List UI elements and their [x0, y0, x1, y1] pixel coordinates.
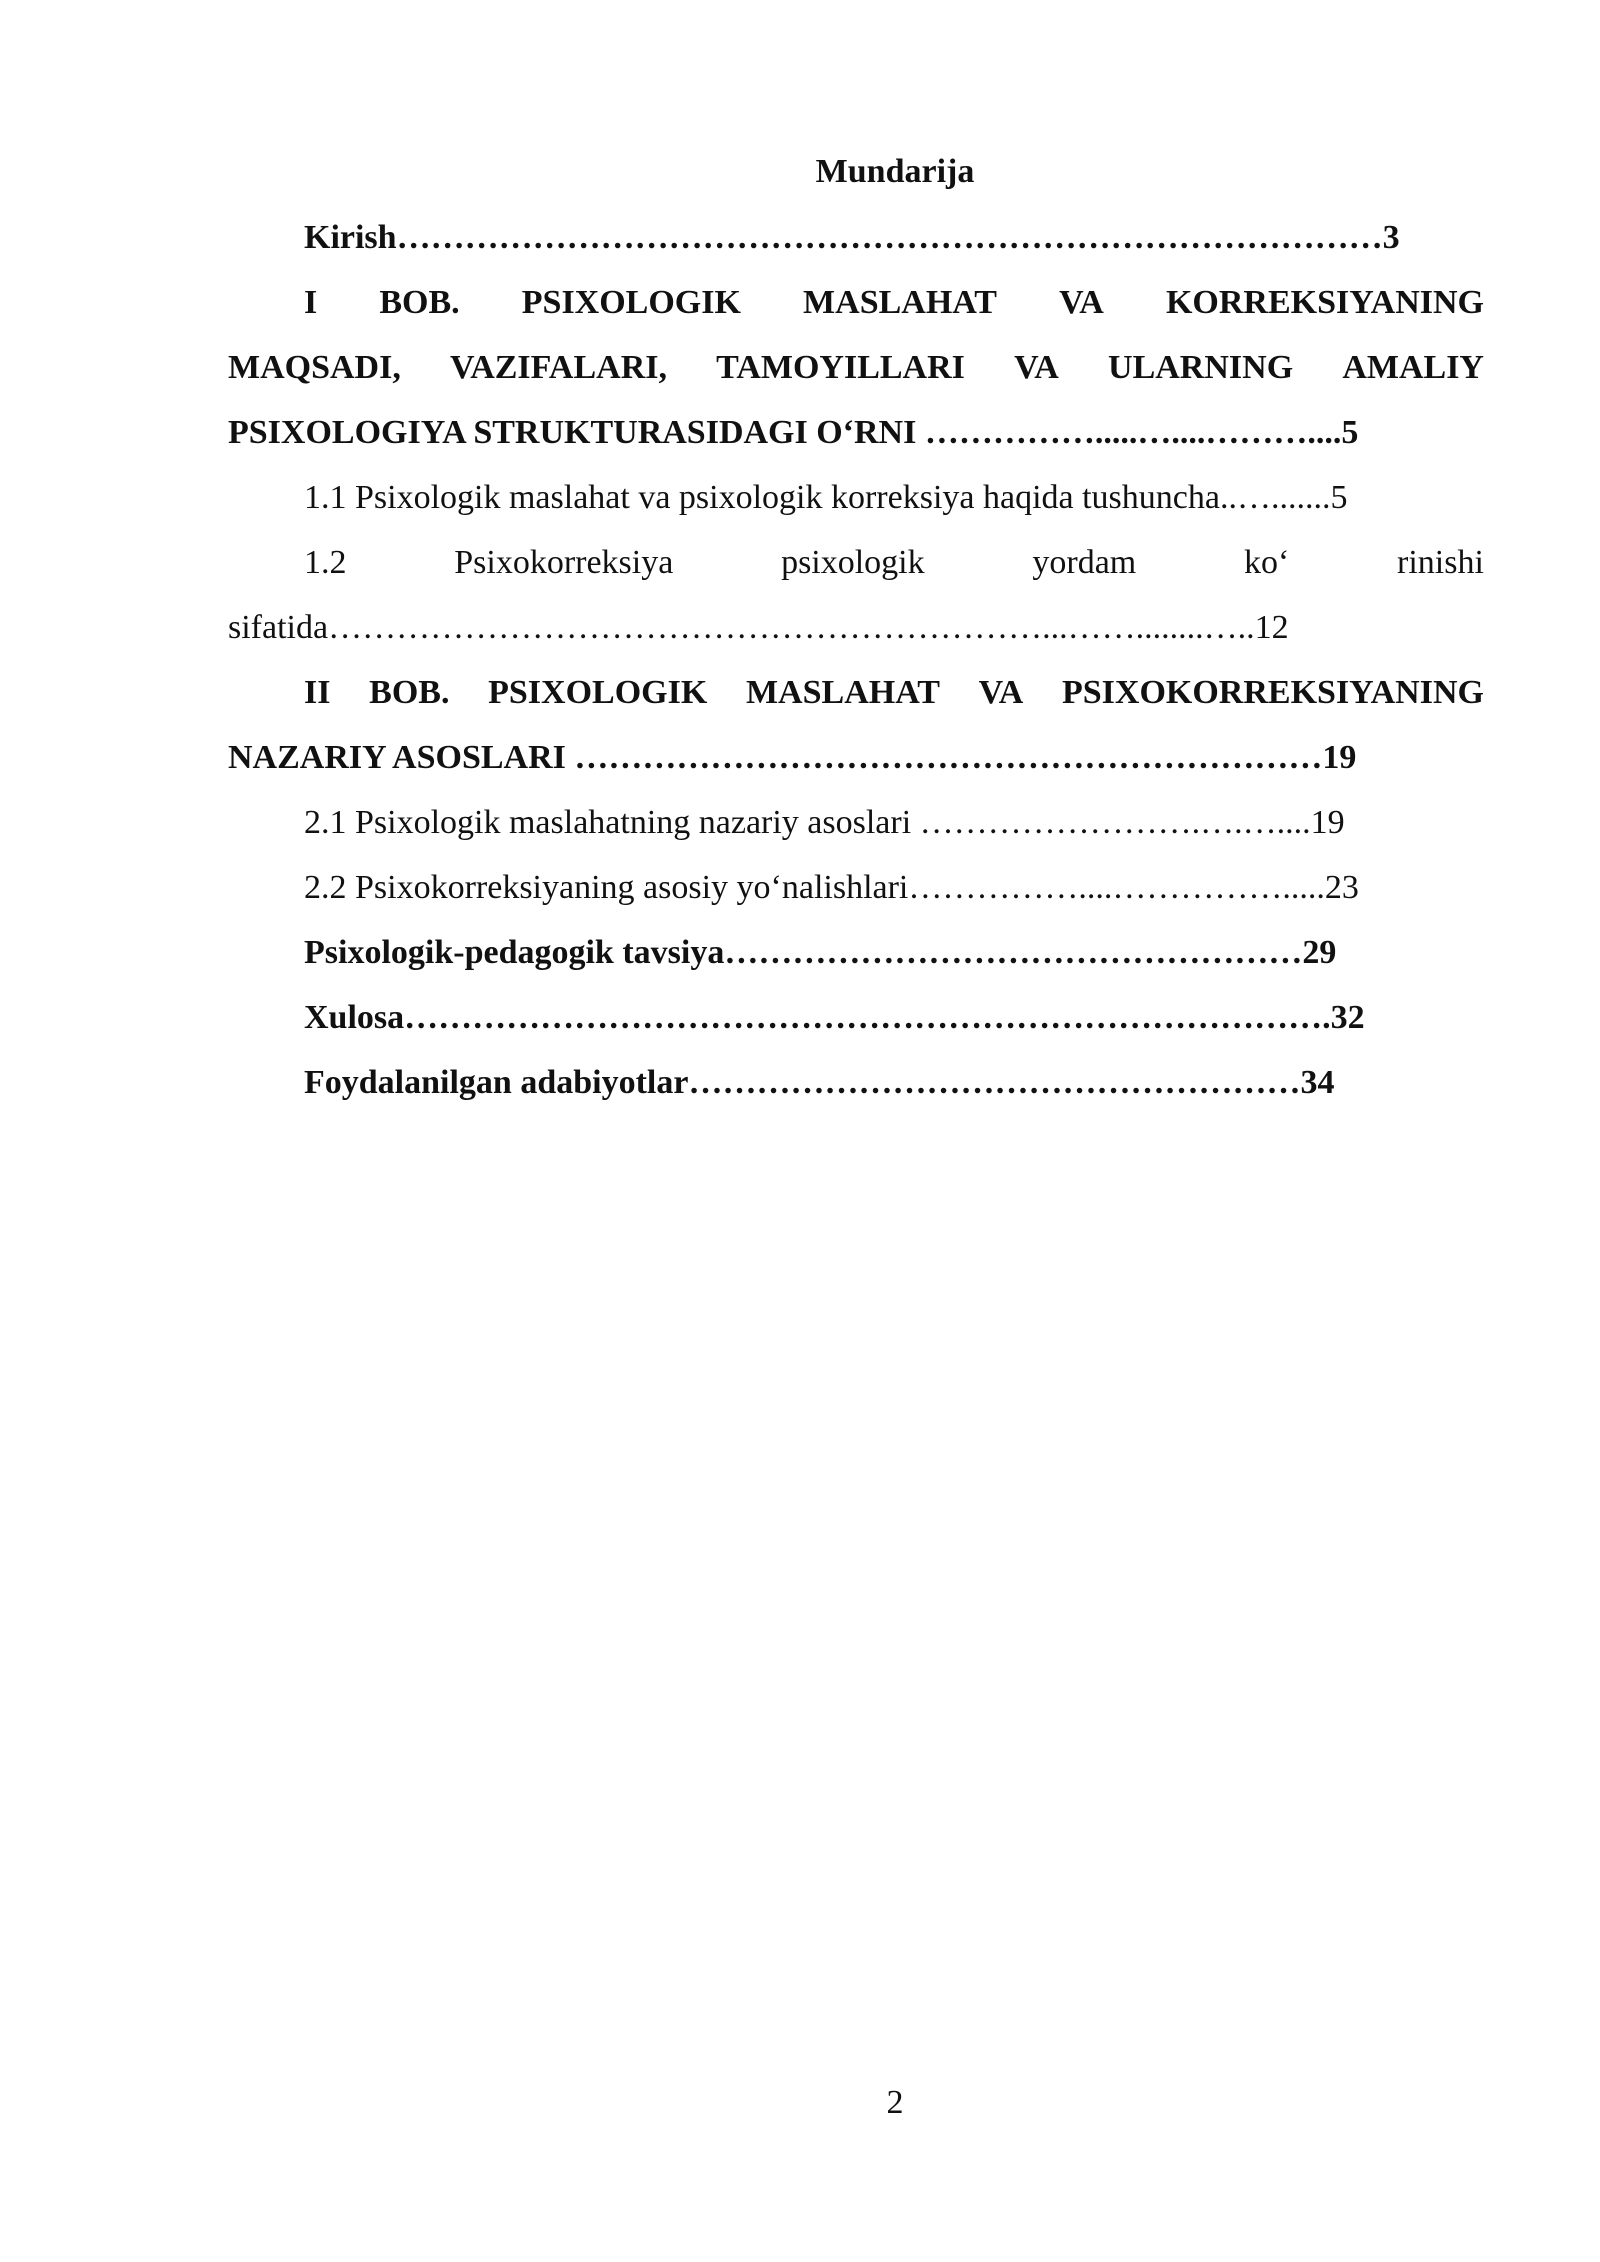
toc-chapter-1-line-2	[228, 348, 1484, 388]
word: ko‘	[1243, 544, 1290, 581]
toc-chapter-2-line-2: NAZARIY ASOSLARI …………………………………………………………19	[228, 739, 1357, 776]
word: VAZIFALARI,	[450, 349, 667, 386]
toc-chapter-1-line-1	[304, 283, 1484, 323]
toc-section-1-2-line-2: sifatida………………………………………………………...……........…..12	[228, 609, 1289, 646]
word: I	[304, 284, 318, 321]
toc-section-1-1: 1.1 Psixologik maslahat va psixologik korreksiya haqida tushuncha..….......5	[304, 479, 1348, 516]
word: BOB.	[369, 674, 450, 711]
toc-section-1-2-line-1	[304, 543, 1484, 583]
word: PSIXOLOGIK	[521, 284, 741, 321]
toc-chapter-2-line-1	[304, 673, 1484, 713]
word: AMALIY	[1342, 349, 1484, 386]
toc-entry-xulosa: Xulosa……………………………………………………………………….32	[304, 999, 1365, 1036]
word: ULARNING	[1108, 349, 1294, 386]
toc-entry-tavsiya: Psixologik-pedagogik tavsiya……………………………………………29	[304, 934, 1337, 971]
word: MASLAHAT	[745, 674, 940, 711]
toc-entry-adabiyotlar: Foydalanilgan adabiyotlar………………………………………………34	[304, 1064, 1335, 1101]
word: KORREKSIYANING	[1165, 284, 1484, 321]
page-title: Mundarija	[815, 153, 975, 190]
word: PSIXOLOGIK	[488, 674, 708, 711]
word: 1.2	[304, 544, 347, 581]
word: MAQSADI,	[228, 349, 401, 386]
word: VA	[1059, 284, 1104, 321]
word: II	[304, 674, 331, 711]
toc-section-2-1: 2.1 Psixologik maslahatning nazariy asoslari …………………….….…....19	[304, 804, 1345, 841]
word: VA	[1014, 349, 1059, 386]
word: yordam	[1032, 544, 1137, 581]
toc-section-2-2: 2.2 Psixokorreksiyaning asosiy yo‘nalishlari……………....…………….....23	[304, 869, 1359, 906]
word: Psixokorreksiya	[454, 544, 674, 581]
word: rinishi	[1397, 544, 1484, 581]
word: BOB.	[379, 284, 460, 321]
toc-entry-kirish: Kirish……………………………………………………………………………3	[304, 219, 1400, 256]
word: MASLAHAT	[803, 284, 997, 321]
toc-chapter-1-line-3: PSIXOLOGIYA STRUKTURASIDAGI O‘RNI …………….....…....………....5	[228, 414, 1359, 451]
word: TAMOYILLARI	[716, 349, 965, 386]
word: PSIXOKORREKSIYANING	[1062, 674, 1484, 711]
page-number: 2	[886, 2084, 904, 2121]
word: psixologik	[781, 544, 925, 581]
word: VA	[978, 674, 1024, 711]
